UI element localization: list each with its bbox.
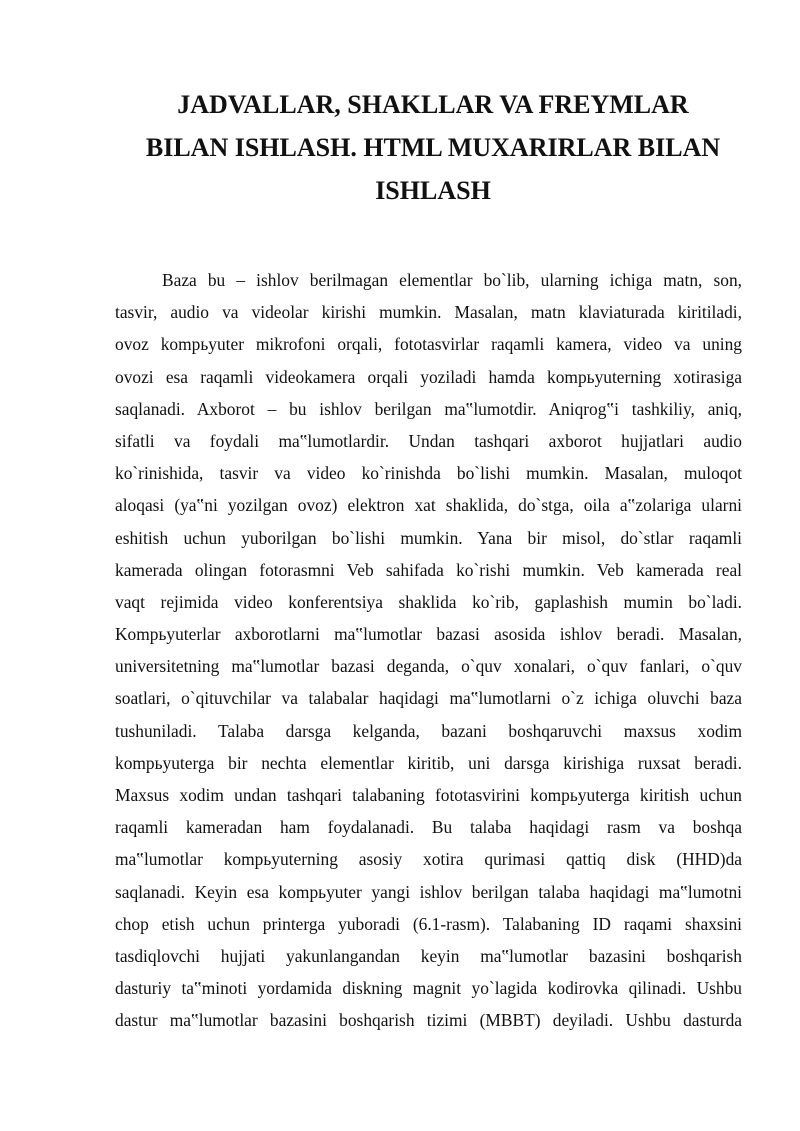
- paragraph-line: ko`rinishida, tasvir va video ko`rinishda bo`lishi mumkin. Masalan, muloqot: [115, 463, 742, 484]
- paragraph-line: universitetning ma‟lumotlar bazasi deganda, o`quv xonalari, o`quv fanlari, o`quv: [115, 656, 742, 677]
- paragraph-line: Maxsus xodim undan tashqari talabaning fototasvirini kompьyuterga kiritish uchun: [115, 785, 742, 805]
- title-line: BILAN ISHLASH. HTML MUXARIRLAR BILAN: [145, 133, 721, 162]
- paragraph-line: sifatli va foydali ma‟lumotlardir. Undan tashqari axborot hujjatlari audio: [115, 430, 742, 451]
- paragraph-line: ovoz kompьyuter mikrofoni orqali, fototasvirlar raqamli kamera, video va uning: [115, 334, 742, 355]
- paragraph-line: saqlanadi. Keyin esa kompьyuter yangi ishlov berilgan talaba haqidagi ma‟lumotni: [115, 881, 742, 902]
- paragraph-line: tasvir, audio va videolar kirishi mumkin. Masalan, matn klaviaturada kiritiladi,: [115, 302, 742, 323]
- paragraph-line: ovozi esa raqamli videokamera orqali yoziladi hamda kompьyuterning xotirasiga: [115, 366, 742, 387]
- paragraph-line: aloqasi (ya‟ni yozilgan ovoz) elektron xat shaklida, do`stga, oila a‟zolariga ularni: [115, 495, 742, 516]
- paragraph-line: tushuniladi. Talaba darsga kelganda, bazani boshqaruvchi maxsus xodim: [115, 720, 742, 741]
- title-line: JADVALLAR, SHAKLLAR VA FREYMLAR: [177, 90, 689, 119]
- title-line: ISHLASH: [375, 176, 491, 205]
- paragraph-line: raqamli kameradan ham foydalanadi. Bu talaba haqidagi rasm va boshqa: [115, 817, 742, 838]
- body-paragraph: [115, 264, 742, 1037]
- paragraph-line: dasturiy ta‟minoti yordamida diskning magnit yo`lagida kodirovka qilinadi. Ushbu: [115, 978, 742, 999]
- paragraph-line: tasdiqlovchi hujjati yakunlangandan keyin ma‟lumotlar bazasini boshqarish: [115, 945, 742, 966]
- paragraph-line: dastur ma‟lumotlar bazasini boshqarish tizimi (MBBT) deyiladi. Ushbu dasturda: [115, 1010, 742, 1031]
- paragraph-line: kamerada olingan fotorasmni Veb sahifada ko`rishi mumkin. Veb kamerada real: [115, 559, 742, 580]
- paragraph-line: Kompьyuterlar axborotlarni ma‟lumotlar bazasi asosida ishlov beradi. Masalan,: [115, 624, 742, 645]
- paragraph-line: saqlanadi. Axborot – bu ishlov berilgan ma‟lumotdir. Aniqrog‟i tashkiliy, aniq,: [115, 398, 742, 419]
- page-title: [110, 83, 756, 212]
- paragraph-line: vaqt rejimida video konferentsiya shaklida ko`rib, gaplashish mumin bo`ladi.: [115, 591, 742, 612]
- paragraph-line: kompьyuterga bir nechta elementlar kiritib, uni darsga kirishiga ruxsat beradi.: [115, 752, 742, 773]
- paragraph-line: chop etish uchun printerga yuboradi (6.1-rasm). Talabaning ID raqami shaxsini: [115, 913, 742, 934]
- paragraph-line: soatlari, o`qituvchilar va talabalar haqidagi ma‟lumotlarni o`z ichiga oluvchi baza: [115, 688, 742, 709]
- paragraph-line: ma‟lumotlar kompьyuterning asosiy xotira qurimasi qattiq disk (HHD)da: [115, 849, 742, 870]
- paragraph-line: eshitish uchun yuborilgan bo`lishi mumkin. Yana bir misol, do`stlar raqamli: [115, 527, 742, 548]
- paragraph-line: Baza bu – ishlov berilmagan elementlar bo`lib, ularning ichiga matn, son,: [162, 270, 742, 290]
